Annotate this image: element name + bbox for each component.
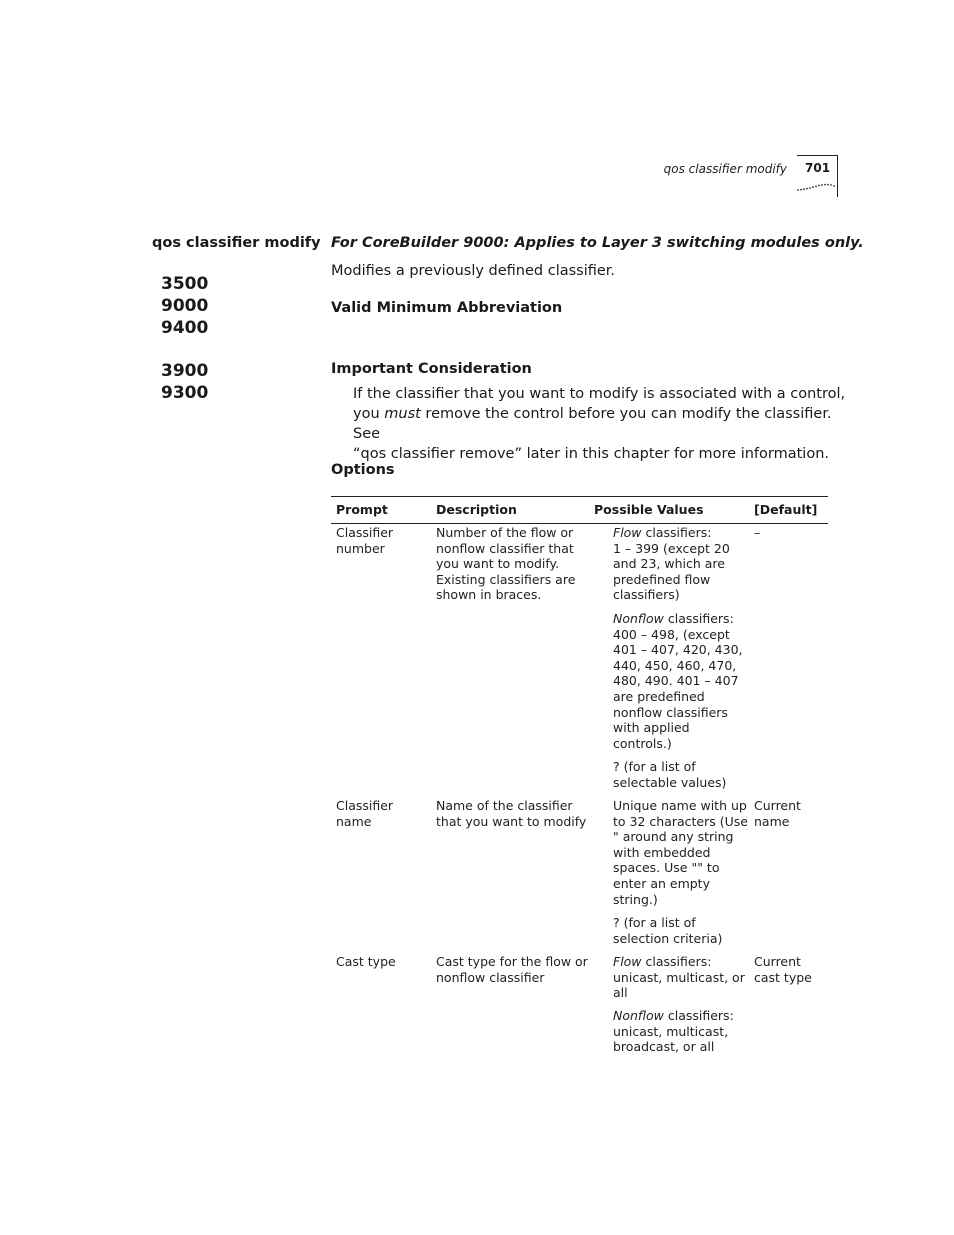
consideration-paragraph	[353, 384, 853, 464]
command-description: Modifies a previously defined classifier.	[331, 263, 616, 279]
emphasis-must: must	[384, 406, 421, 422]
row-classifier-number-values-flow: Flow classifiers: 1 – 399 (except 20 and 23, which are predefined flow classifiers)	[613, 525, 730, 603]
row-classifier-number-values-nonflow: Nonflow classifiers: 400 – 498, (except 401 – 407, 420, 430, 440, 450, 460, 470, 480, 490. 401 – 407 are predefined nonflow classifiers with applied controls.)	[613, 611, 743, 751]
row-cast-type-default: Current cast type	[754, 954, 812, 985]
column-header-prompt: Prompt	[336, 502, 388, 517]
row-classifier-name-values: Unique name with up to 32 characters (Use " around any string with embedded spaces. Use "" to enter an empty string.)	[613, 798, 748, 907]
abbreviation-heading: Valid Minimum Abbreviation	[331, 300, 563, 316]
platform-9300: 9300	[161, 383, 209, 403]
consideration-line: you must remove the control before you can modify the classifier. See	[353, 406, 832, 442]
row-cast-type-values-nonflow: Nonflow classifiers: unicast, multicast, broadcast, or all	[613, 1008, 734, 1055]
page-number: 701	[805, 161, 831, 175]
running-header-title: qos classifier modify	[663, 162, 787, 176]
row-cast-type-description: Cast type for the flow or nonflow classifier	[436, 954, 588, 985]
row-cast-type-prompt: Cast type	[336, 954, 396, 969]
platform-9400: 9400	[161, 318, 209, 338]
table-header-rule	[331, 523, 828, 524]
consideration-heading: Important Consideration	[331, 361, 532, 377]
platform-9000: 9000	[161, 296, 209, 316]
applicability-note: For CoreBuilder 9000: Applies to Layer 3 switching modules only.	[331, 235, 864, 251]
column-header-default: [Default]	[754, 502, 818, 517]
cross-reference-line: “qos classifier remove” later in this chapter for more information.	[353, 446, 830, 462]
consideration-line: If the classifier that you want to modify is associated with a control,	[353, 386, 846, 402]
row-classifier-number-prompt: Classifier number	[336, 525, 394, 556]
row-classifier-name-values-help: ? (for a list of selection criteria)	[613, 915, 723, 946]
platform-3900: 3900	[161, 361, 209, 381]
header-rule-top	[797, 155, 838, 156]
table-top-rule	[331, 496, 828, 497]
row-classifier-number-values-help: ? (for a list of selectable values)	[613, 759, 727, 790]
row-classifier-name-description: Name of the classifier that you want to modify	[436, 798, 587, 829]
header-dots-ornament	[796, 181, 838, 193]
platform-3500: 3500	[161, 274, 209, 294]
options-heading: Options	[331, 462, 395, 478]
row-classifier-name-prompt: Classifier name	[336, 798, 394, 829]
column-header-values: Possible Values	[594, 502, 704, 517]
command-title: qos classifier modify	[152, 235, 321, 251]
row-classifier-name-default: Current name	[754, 798, 801, 829]
column-header-description: Description	[436, 502, 517, 517]
row-classifier-number-default: –	[754, 525, 761, 540]
row-classifier-number-description: Number of the flow or nonflow classifier that you want to modify. Existing classifiers are shown in braces.	[436, 525, 576, 603]
row-cast-type-values-flow: Flow classifiers: unicast, multicast, or all	[613, 954, 745, 1001]
